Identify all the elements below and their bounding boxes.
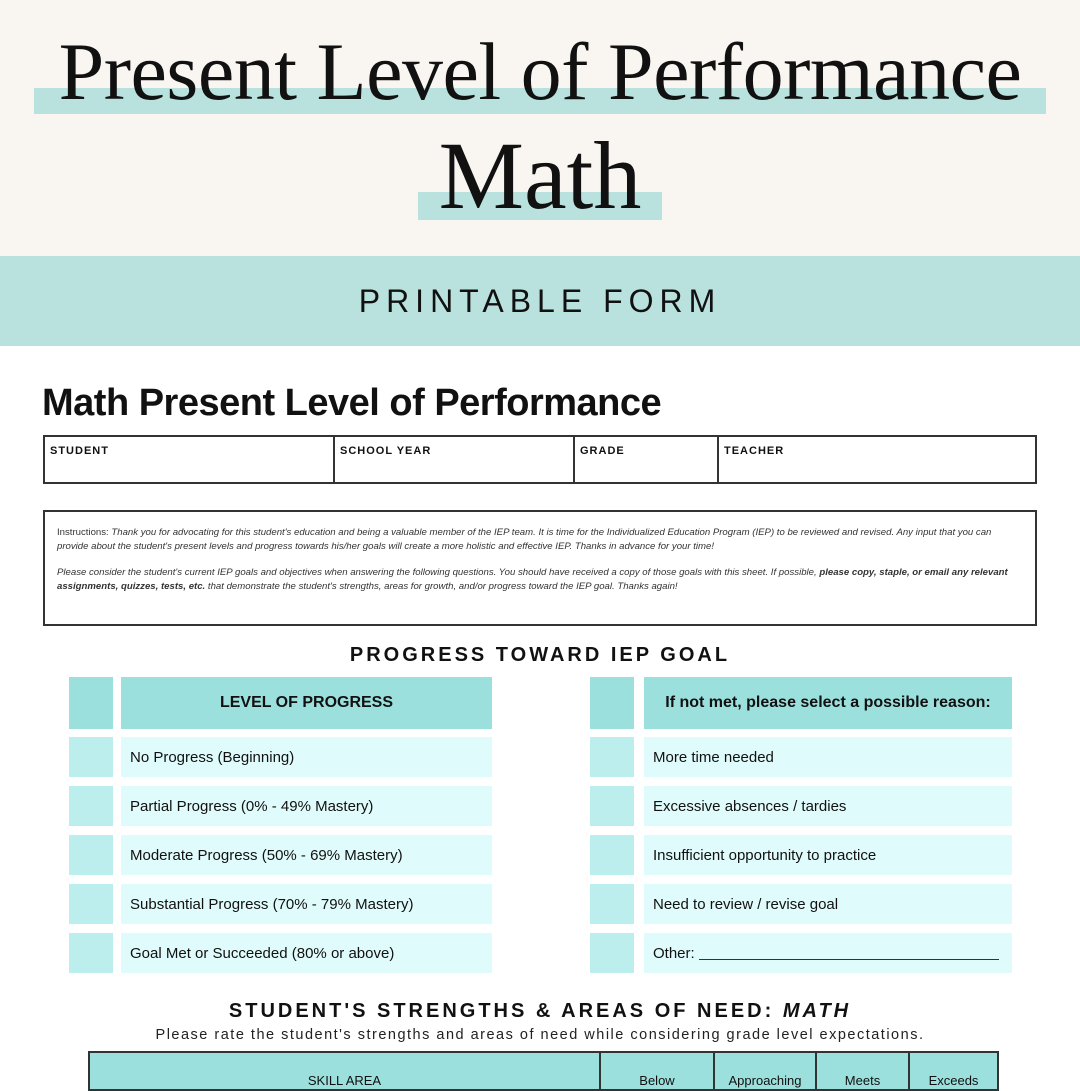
school-year-field[interactable]: SCHOOL YEAR bbox=[335, 437, 575, 482]
grade-field[interactable]: GRADE bbox=[575, 437, 719, 482]
instructions-bold: please copy, staple, or email any relevant assignments, quizzes, tests, etc. bbox=[57, 567, 1008, 592]
page-title: Present Level of Performance bbox=[58, 26, 1022, 117]
instructions-box bbox=[43, 510, 1037, 626]
progress-option: Substantial Progress (70% - 79% Mastery) bbox=[121, 884, 492, 924]
reason-option bbox=[644, 835, 1012, 875]
reason-label: More time needed bbox=[653, 748, 774, 766]
progress-title: PROGRESS TOWARD IEP GOAL bbox=[349, 644, 731, 666]
strengths-title-em: MATH bbox=[782, 1000, 852, 1022]
header-box bbox=[69, 677, 113, 729]
reason-option bbox=[644, 737, 1012, 777]
page-subtitle: Math bbox=[438, 122, 642, 229]
reason-label: Insufficient opportunity to practice bbox=[653, 846, 877, 864]
col-approaching: Approaching bbox=[715, 1053, 817, 1089]
reason-label: Other: bbox=[653, 944, 695, 962]
reason-checkbox[interactable] bbox=[590, 835, 634, 875]
reason-checkbox[interactable] bbox=[590, 737, 634, 777]
teacher-field[interactable]: TEACHER bbox=[724, 445, 785, 457]
banner: PRINTABLE FORM bbox=[0, 256, 1080, 346]
col-meets: Meets bbox=[817, 1053, 910, 1089]
progress-checkbox[interactable] bbox=[69, 786, 113, 826]
skills-table-header bbox=[88, 1051, 999, 1091]
col-skill-area: SKILL AREA bbox=[90, 1053, 601, 1089]
reason-option bbox=[644, 933, 1012, 973]
progress-checkbox[interactable] bbox=[69, 884, 113, 924]
col-exceeds: Exceeds bbox=[928, 1073, 979, 1088]
level-of-progress-header: LEVEL OF PROGRESS bbox=[121, 677, 492, 729]
progress-checkbox[interactable] bbox=[69, 835, 113, 875]
reason-option bbox=[644, 786, 1012, 826]
reason-checkbox[interactable] bbox=[590, 786, 634, 826]
progress-option: No Progress (Beginning) bbox=[121, 737, 492, 777]
other-line[interactable] bbox=[699, 946, 999, 960]
progress-checkbox[interactable] bbox=[69, 933, 113, 973]
progress-checkbox[interactable] bbox=[69, 737, 113, 777]
reason-checkbox[interactable] bbox=[590, 933, 634, 973]
student-info-fields bbox=[43, 435, 1037, 484]
progress-option: Goal Met or Succeeded (80% or above) bbox=[121, 933, 492, 973]
strengths-subtitle: Please rate the student's strengths and areas of need while considering grade level expectations. bbox=[155, 1027, 925, 1043]
col-below: Below bbox=[601, 1053, 715, 1089]
reason-label: Excessive absences / tardies bbox=[653, 797, 847, 815]
reason-checkbox[interactable] bbox=[590, 884, 634, 924]
student-field[interactable]: STUDENT bbox=[45, 437, 335, 482]
reason-header: If not met, please select a possible reason: bbox=[644, 677, 1012, 729]
instructions-text: Thank you for advocating for this student's education and being a valuable member of the IEP team. It is time for the Individualized Education Program (IEP) to be reviewed and revised. Any input that you can provide about the student's present levels and progress towards his/her goals will create a more holistic and effective IEP. Thanks in advance for your time! bbox=[57, 527, 992, 552]
instructions-label: Instructions: bbox=[57, 527, 109, 538]
strengths-title-text: STUDENT'S STRENGTHS & AREAS OF NEED: bbox=[228, 1000, 783, 1022]
instructions-text: that demonstrate the student's strengths, areas for growth, and/or progress toward the IEP goal. Thanks again! bbox=[205, 581, 678, 592]
reason-label: Need to review / revise goal bbox=[653, 895, 839, 913]
progress-option: Partial Progress (0% - 49% Mastery) bbox=[121, 786, 492, 826]
instructions-text: Please consider the student's current IEP goals and objectives when answering the following questions. You should have received a copy of those goals with this sheet. If possible, bbox=[57, 567, 820, 578]
progress-option: Moderate Progress (50% - 69% Mastery) bbox=[121, 835, 492, 875]
form-title: Math Present Level of Performance bbox=[42, 382, 662, 424]
reason-option bbox=[644, 884, 1012, 924]
strengths-title bbox=[0, 1000, 1080, 1023]
header-box bbox=[590, 677, 634, 729]
